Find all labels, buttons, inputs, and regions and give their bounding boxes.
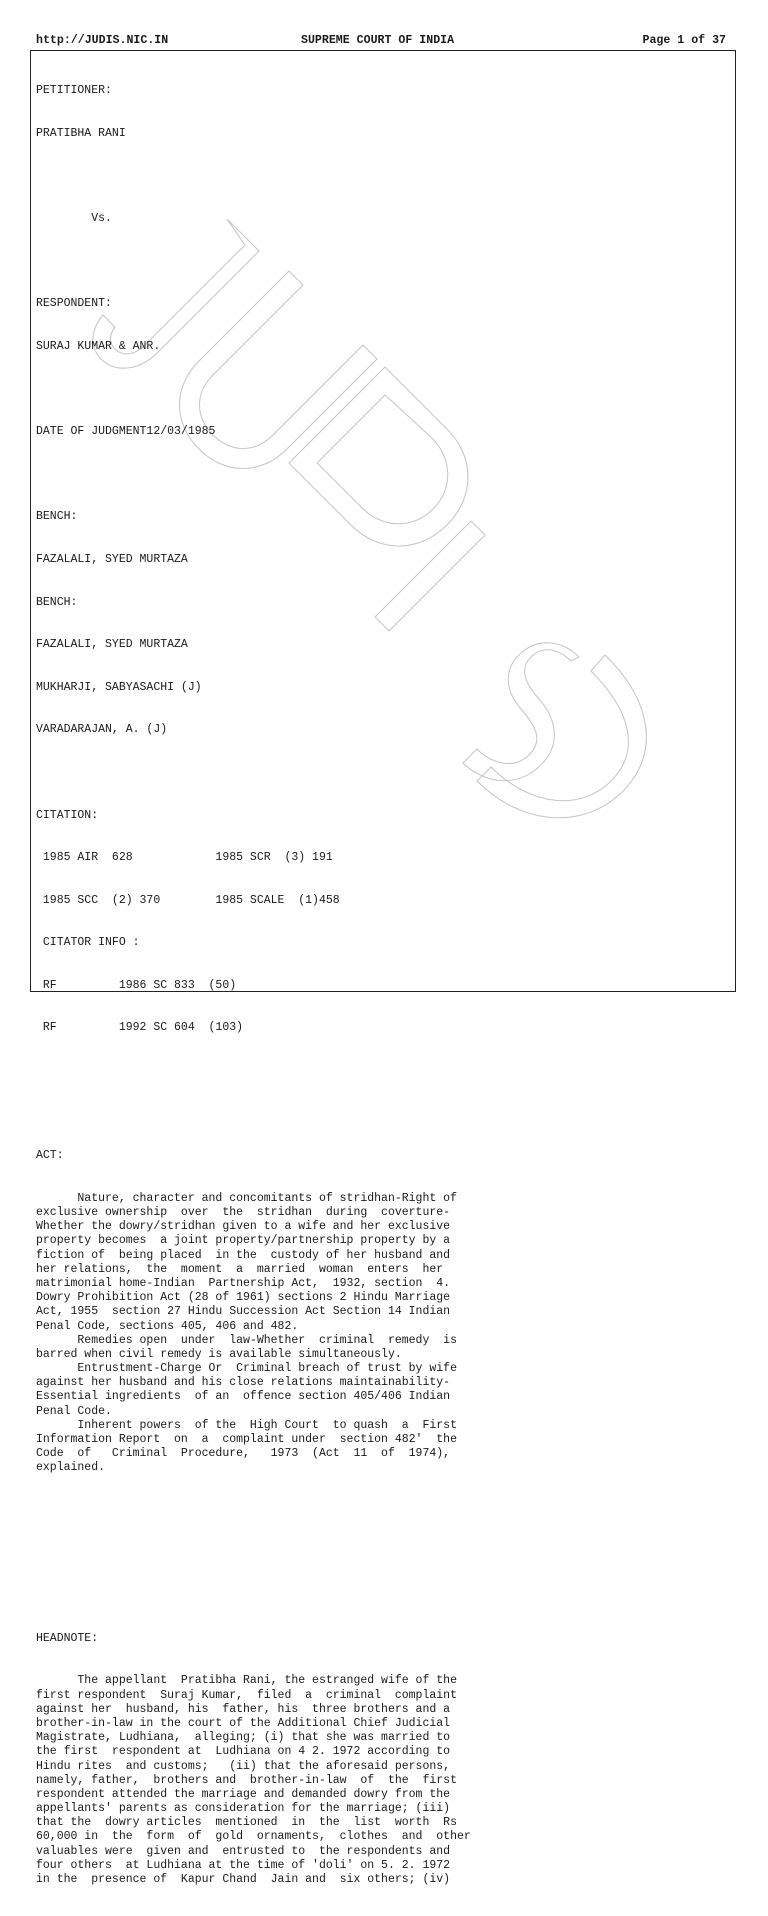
text-line: Penal Code, sections 405, 406 and 482. — [36, 1319, 299, 1333]
text-line: barred when civil remedy is available simultaneously. — [36, 1347, 402, 1361]
bench-member: VARADARAJAN, A. (J) — [36, 723, 168, 737]
spacer — [36, 1064, 496, 1078]
page-header — [36, 34, 726, 50]
spacer — [36, 1589, 496, 1603]
text-line: Information Report on a complaint under section 482' the — [36, 1433, 457, 1447]
text-line: Essential ingredients of an offence section 405/406 Indian — [36, 1390, 451, 1404]
spacer — [36, 1107, 496, 1121]
headnote-text — [36, 1674, 496, 1887]
text-line: four others at Ludhiana at the time of 'doli' on 5. 2. 1972 — [36, 1858, 451, 1872]
text-line: the first respondent at Ludhiana on 4 2. 1972 according to — [36, 1745, 451, 1759]
citation-label: CITATION: — [36, 808, 99, 822]
bench-label: BENCH: — [36, 510, 78, 524]
text-line: property becomes a joint property/partnership property by a — [36, 1234, 451, 1248]
text-line: against her husband and his close relations maintainability- — [36, 1376, 451, 1390]
bench-member: MUKHARJI, SABYASACHI (J) — [36, 680, 202, 694]
text-line: that the dowry articles mentioned in the list worth Rs — [36, 1816, 457, 1830]
text-line: namely, father, brothers and brother-in-law of the first — [36, 1773, 457, 1787]
text-line: The appellant Pratibha Rani, the estranged wife of the — [36, 1674, 457, 1688]
citation-line: 1985 SCC (2) 370 1985 SCALE (1)458 — [36, 893, 340, 907]
date-of-judgment: DATE OF JUDGMENT12/03/1985 — [36, 425, 216, 439]
citation-line: 1985 AIR 628 1985 SCR (3) 191 — [36, 851, 333, 865]
text-line: Entrustment-Charge Or Criminal breach of trust by wife — [36, 1362, 457, 1376]
petitioner-label: PETITIONER: — [36, 84, 112, 98]
headnote-label: HEADNOTE: — [36, 1631, 99, 1645]
text-line: Hindu rites and customs; (ii) that the aforesaid persons, — [36, 1759, 451, 1773]
spacer — [36, 255, 496, 269]
text-line: Whether the dowry/stridhan given to a wife and her exclusive — [36, 1220, 451, 1234]
text-line: Code of Criminal Procedure, 1973 (Act 11 of 1974), — [36, 1447, 451, 1461]
spacer — [36, 170, 496, 184]
text-line: Remedies open under law-Whether criminal remedy is — [36, 1333, 457, 1347]
citation-line: CITATOR INFO : — [36, 936, 140, 950]
act-label: ACT: — [36, 1149, 64, 1163]
text-line: valuables were given and entrusted to the respondents and — [36, 1844, 451, 1858]
text-line: 60,000 in the form of gold ornaments, clothes and other — [36, 1830, 471, 1844]
text-line: Magistrate, Ludhiana, alleging; (i) that she was married to — [36, 1731, 451, 1745]
petitioner-name: PRATIBHA RANI — [36, 127, 126, 140]
text-line: against her husband, his father, his three brothers and a — [36, 1702, 451, 1716]
bench-author: FAZALALI, SYED MURTAZA — [36, 552, 188, 566]
spacer — [36, 468, 496, 482]
text-line: Dowry Prohibition Act (28 of 1961) sections 2 Hindu Marriage — [36, 1291, 451, 1305]
text-line: respondent attended the marriage and demanded dowry from the — [36, 1787, 451, 1801]
document-frame — [30, 50, 736, 1886]
text-line: Act, 1955 section 27 Hindu Succession Act Section 14 Indian — [36, 1305, 451, 1319]
text-line: exclusive ownership over the stridhan during coverture- — [36, 1206, 451, 1220]
page-indicator: Page 1 of 37 — [642, 34, 726, 47]
citation-line: RF 1986 SC 833 (50) — [36, 978, 237, 992]
text-line: matrimonial home-Indian Partnership Act, 1932, section 4. — [36, 1276, 451, 1290]
text-line: fiction of being placed in the custody of her husband and — [36, 1248, 451, 1262]
respondent-label: RESPONDENT: — [36, 297, 112, 311]
text-line: appellants' parents as consideration for the marriage; (iii) — [36, 1802, 451, 1816]
spacer — [36, 383, 496, 397]
versus: Vs. — [36, 212, 112, 226]
bench-label: BENCH: — [36, 595, 78, 609]
court-name: SUPREME COURT OF INDIA — [301, 34, 455, 47]
text-line: first respondent Suraj Kumar, filed a criminal complaint — [36, 1688, 457, 1702]
text-line: in the presence of Kapur Chand Jain and six others; (iv) — [36, 1873, 451, 1886]
text-line: Inherent powers of the High Court to quash a First — [36, 1418, 457, 1432]
act-text — [36, 1192, 496, 1476]
bench-member: FAZALALI, SYED MURTAZA — [36, 638, 188, 652]
text-line: Nature, character and concomitants of stridhan-Right of — [36, 1191, 457, 1205]
spacer — [36, 1547, 496, 1561]
text-line: brother-in-law in the court of the Additional Chief Judicial — [36, 1716, 451, 1730]
document-body — [36, 56, 496, 1916]
text-line: her relations, the moment a married woman enters her — [36, 1262, 444, 1276]
citation-line: RF 1992 SC 604 (103) — [36, 1021, 244, 1035]
spacer — [36, 766, 496, 780]
respondent-name: SURAJ KUMAR & ANR. — [36, 339, 161, 353]
spacer — [36, 1504, 496, 1518]
text-line: explained. — [36, 1461, 106, 1475]
source-url[interactable]: http://JUDIS.NIC.IN — [36, 34, 169, 47]
text-line: Penal Code. — [36, 1404, 112, 1418]
